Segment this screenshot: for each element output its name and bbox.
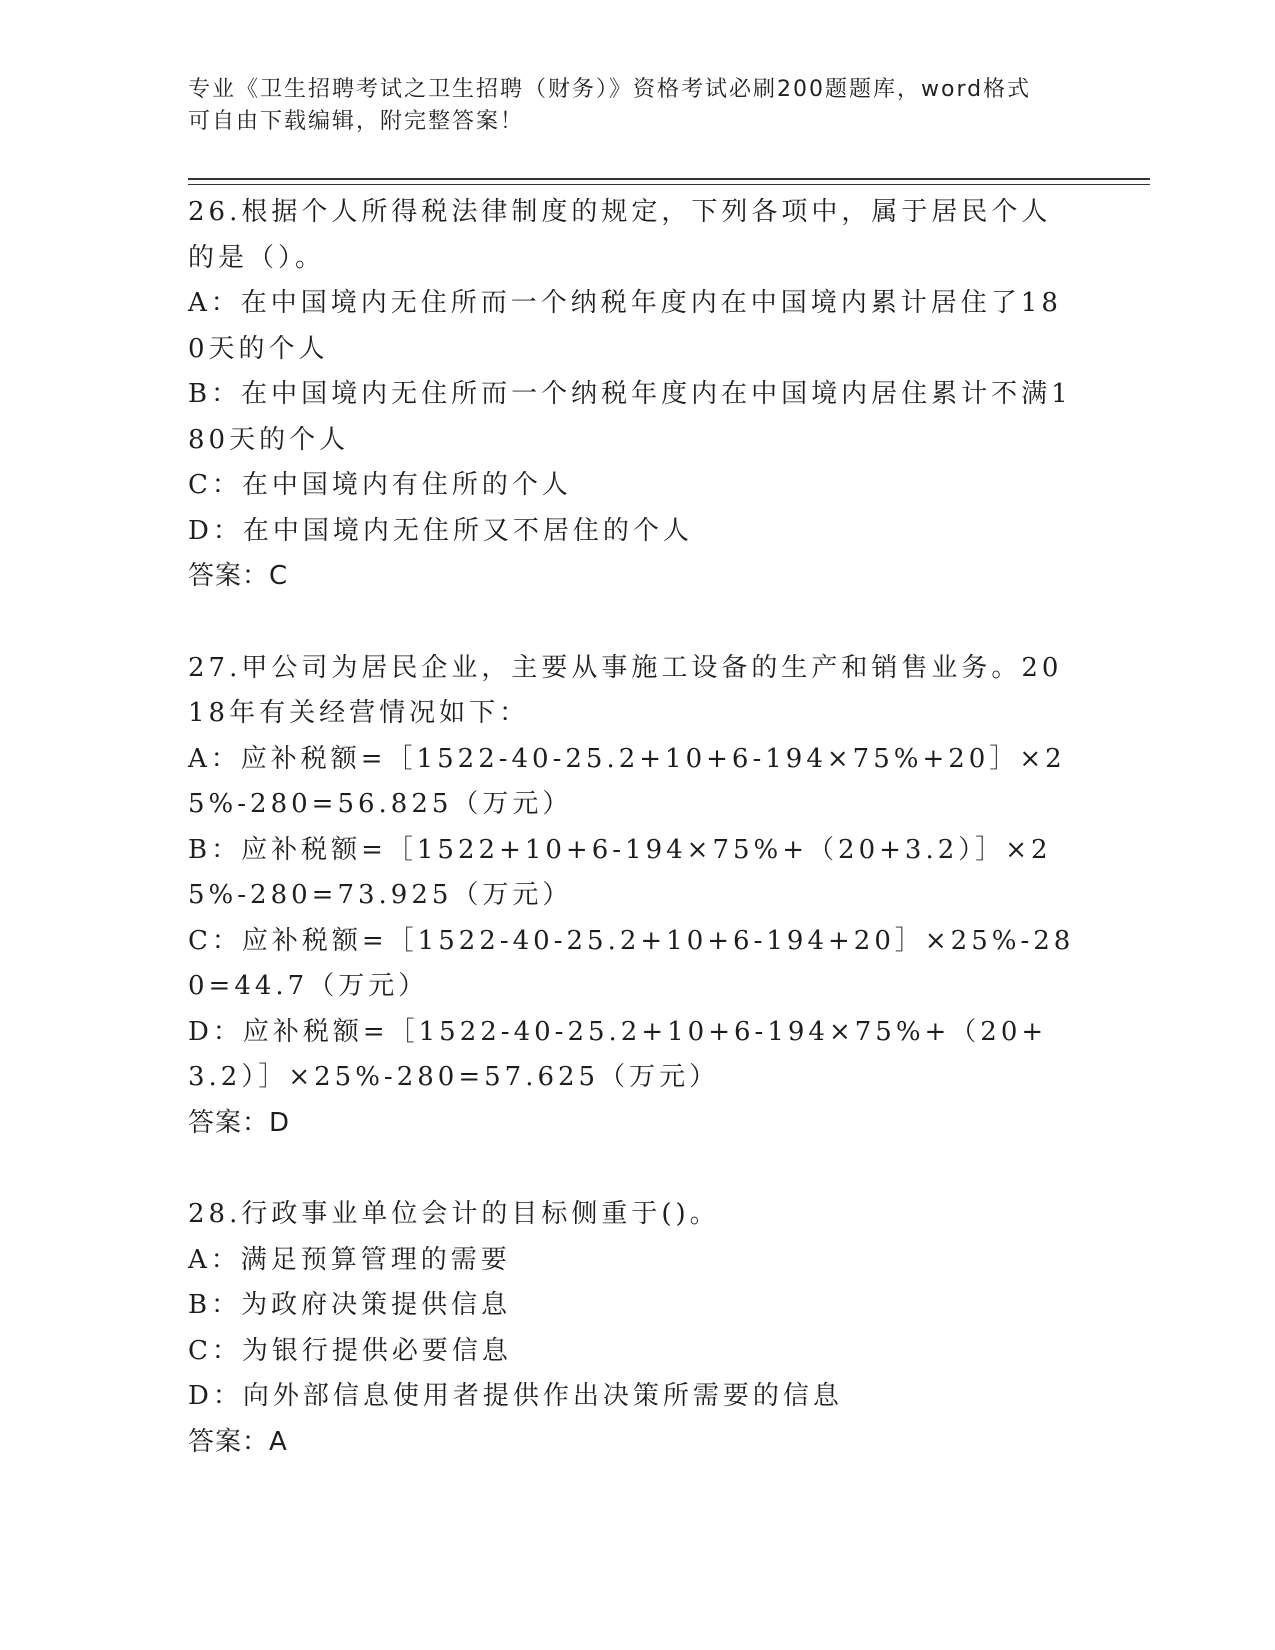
option-d: D：应补税额=［1522-40-25.2+10+6-194×75%+（20+3.2）］×25%-280=57.625（万元） (188, 1016, 1048, 1092)
option-d: D：向外部信息使用者提供作出决策所需要的信息 (188, 1381, 843, 1411)
option-c: C：在中国境内有住所的个人 (188, 470, 572, 500)
answer-label: 答案：D (188, 1107, 291, 1138)
option-a: A：满足预算管理的需要 (188, 1244, 511, 1275)
question-stem: 28.行政事业单位会计的目标侧重于()。 (188, 1199, 720, 1229)
option-c: C：应补税额=［1522-40-25.2+10+6-194+20］×25%-280=44.7（万元） (188, 925, 1075, 1001)
document-header (188, 74, 1088, 138)
header-rule-thin (188, 184, 1150, 185)
question-stem: 27.甲公司为居民企业，主要从事施工设备的生产和销售业务。2018年有关经营情况如下： (188, 652, 1063, 728)
option-a: A：在中国境内无住所而一个纳税年度内在中国境内累计居住了180天的个人 (188, 288, 1062, 364)
answer-label: 答案：C (188, 561, 289, 591)
question-28 (188, 1192, 1078, 1465)
option-b: B：在中国境内无住所而一个纳税年度内在中国境内居住累计不满180天的个人 (188, 379, 1072, 455)
header-line-2: 可自由下载编辑，附完整答案！ (188, 109, 525, 134)
option-c: C：为银行提供必要信息 (188, 1335, 512, 1366)
option-d: D：在中国境内无住所又不居住的个人 (188, 515, 693, 546)
answer-label: 答案：A (188, 1426, 288, 1457)
header-line-1: 专业《卫生招聘考试之卫生招聘（财务）》资格考试必刷200题题库，word格式 (188, 77, 1032, 102)
option-b: B：为政府决策提供信息 (188, 1290, 512, 1320)
header-rule-thick (188, 178, 1150, 180)
question-27 (188, 646, 1078, 1147)
question-list (188, 190, 1078, 1511)
question-26 (188, 190, 1078, 600)
option-a: A：应补税额=［1522-40-25.2+10+6-194×75%+20］×25%-280=56.825（万元） (188, 743, 1066, 819)
question-stem: 26.根据个人所得税法律制度的规定，下列各项中，属于居民个人的是（）。 (188, 197, 1052, 273)
option-b: B：应补税额=［1522+10+6-194×75%+（20+3.2）］×25%-280=73.925（万元） (188, 834, 1052, 910)
